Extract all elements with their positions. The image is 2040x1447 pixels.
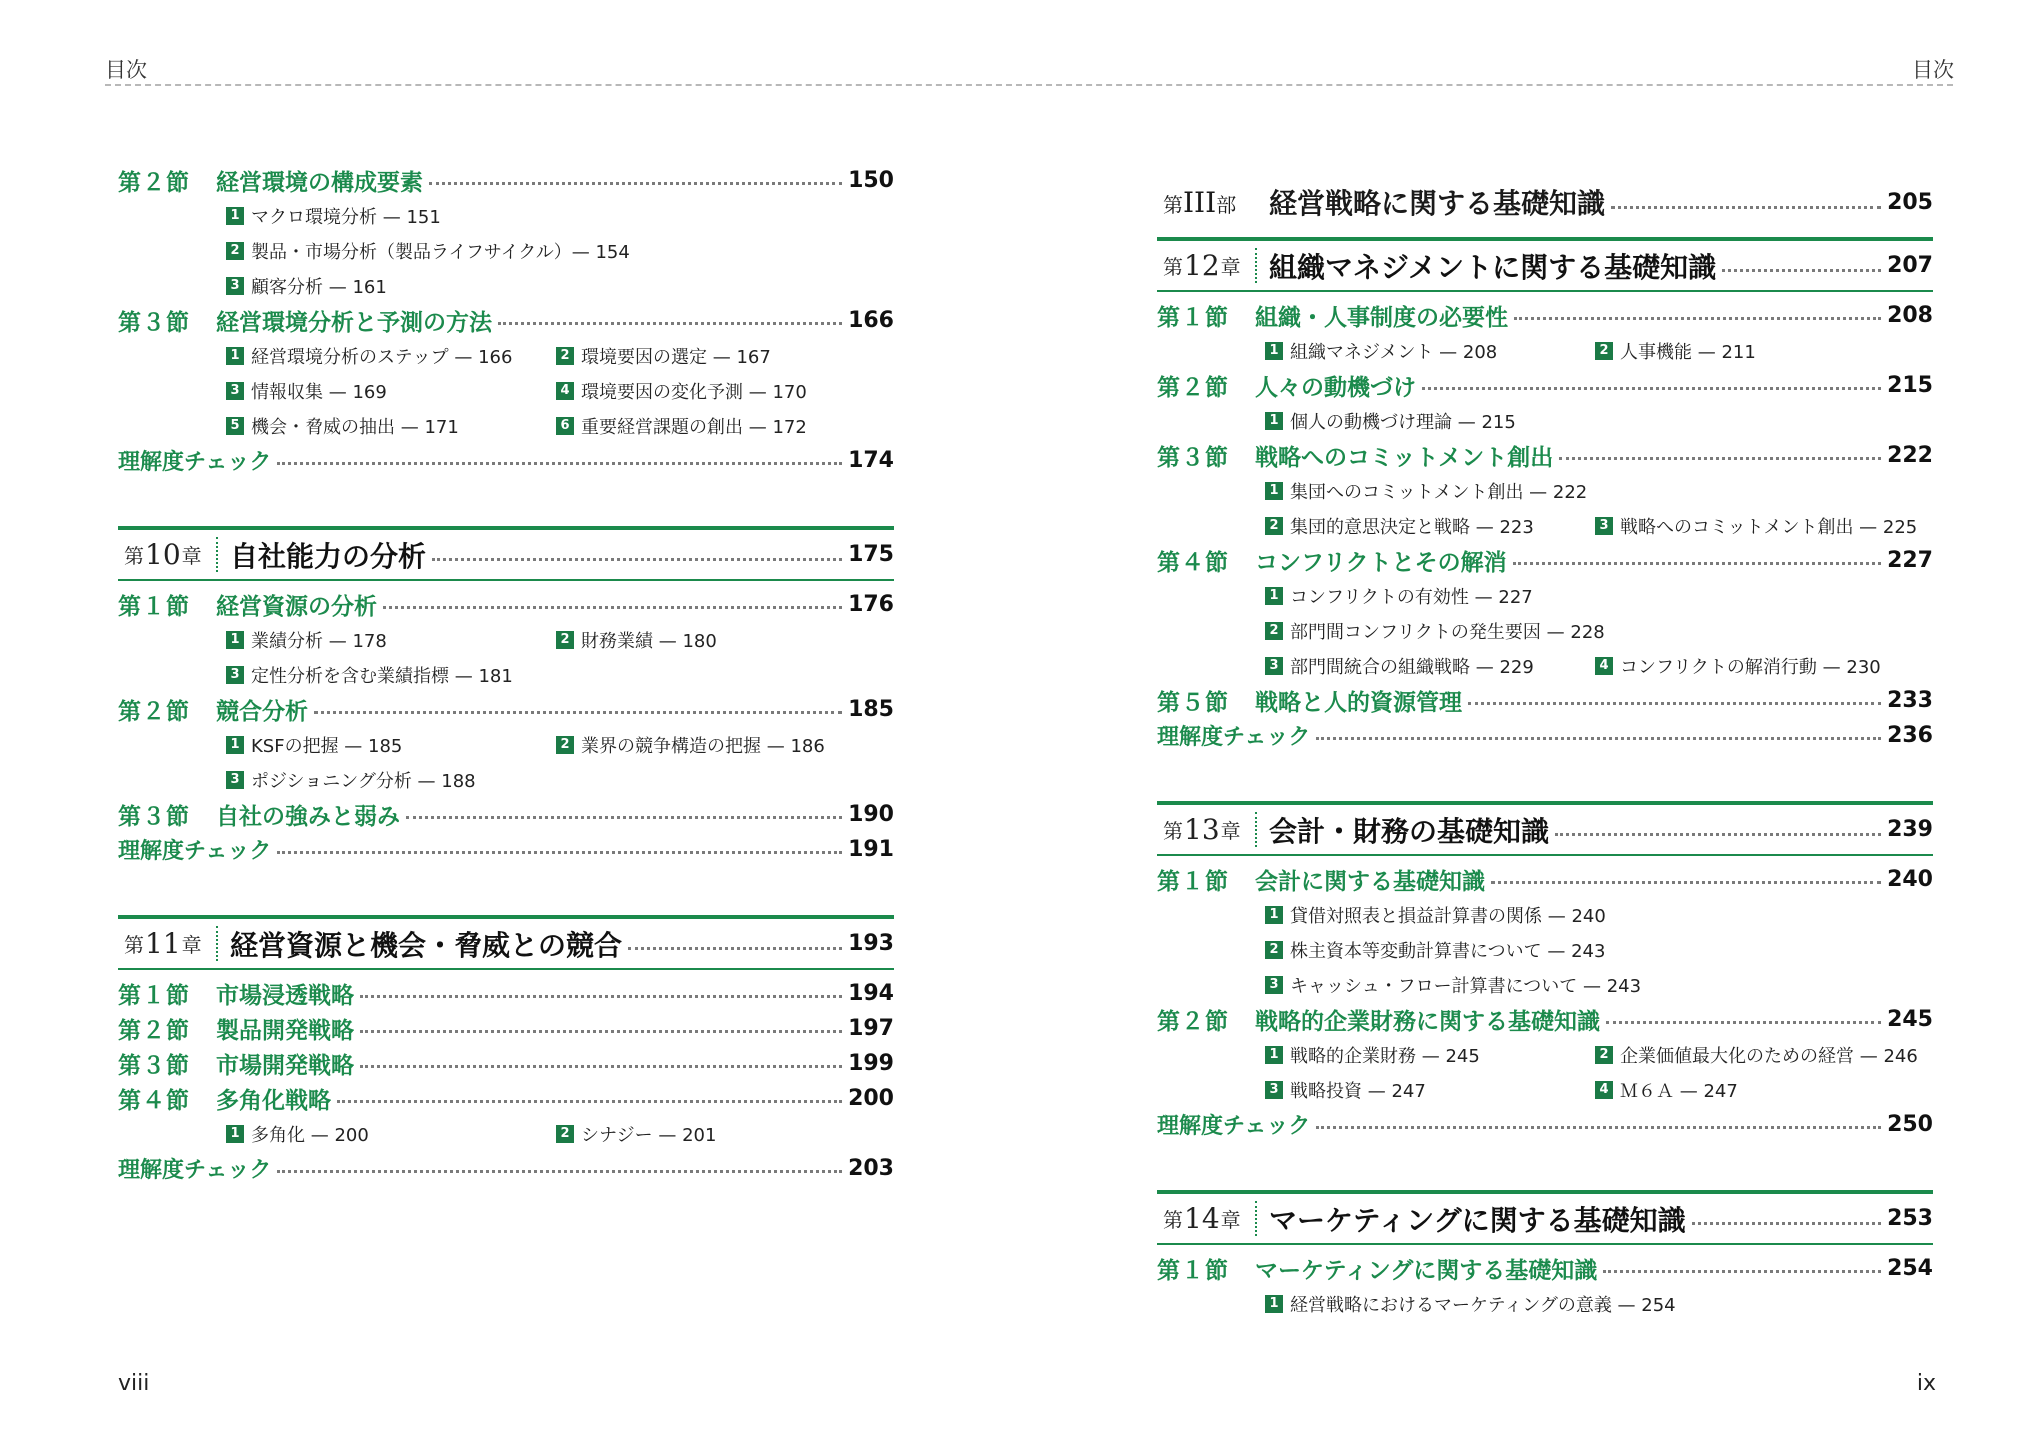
section-title: 市場開発戦略 <box>216 1053 354 1079</box>
page-number: 203 <box>848 1156 894 1181</box>
page-number: 240 <box>1887 867 1933 892</box>
chapter-title: 会計・財務の基礎知識 <box>1269 814 1550 848</box>
subsection-item[interactable] <box>1265 613 1933 648</box>
item-number-badge: 1 <box>226 207 244 225</box>
item-number-badge: 1 <box>1265 906 1283 924</box>
page-number: 227 <box>1887 548 1933 573</box>
section-number: 第２節 <box>1157 1009 1229 1035</box>
page-number: 250 <box>1887 1112 1933 1137</box>
dot-leader <box>628 947 842 950</box>
section-entry[interactable] <box>118 1046 894 1081</box>
subsection-item[interactable] <box>226 622 556 657</box>
subsection-item[interactable] <box>1265 578 1933 613</box>
page-number: 245 <box>1887 1007 1933 1032</box>
subsection-item[interactable] <box>1265 1037 1595 1072</box>
subsection-item[interactable] <box>556 338 886 373</box>
item-number-badge: 2 <box>226 242 244 260</box>
subsection-list <box>118 1116 894 1151</box>
section-number: 第１節 <box>1157 869 1229 895</box>
subsection-list <box>118 198 894 303</box>
subsection-label: 機会・脅威の抽出 — 171 <box>251 416 459 438</box>
subsection-label: 集団的意思決定と戦略 — 223 <box>1290 516 1534 538</box>
chapter-heading[interactable] <box>1157 237 1933 292</box>
subsection-list <box>118 622 894 692</box>
subsection-item[interactable] <box>226 762 894 797</box>
subsection-item[interactable] <box>226 657 894 692</box>
item-number-badge: 5 <box>226 417 244 435</box>
item-number-badge: 1 <box>1265 1046 1283 1064</box>
section-title: 組織・人事制度の必要性 <box>1255 305 1508 331</box>
dot-leader <box>1559 457 1881 460</box>
subsection-label: コンフリクトの解消行動 — 230 <box>1620 656 1881 678</box>
item-number-badge: 3 <box>226 771 244 789</box>
dot-leader <box>429 182 842 185</box>
page-number: 207 <box>1887 253 1933 278</box>
subsection-item[interactable] <box>226 408 556 443</box>
dot-leader <box>1692 1222 1881 1225</box>
subsection-item[interactable] <box>226 268 894 303</box>
dot-leader <box>1422 387 1881 390</box>
subsection-list <box>118 338 894 443</box>
item-number-badge: 1 <box>226 631 244 649</box>
item-number-badge: 4 <box>1595 657 1613 675</box>
subsection-label: 業績分析 — 178 <box>251 630 387 652</box>
subsection-label: 財務業績 — 180 <box>581 630 717 652</box>
subsection-item[interactable] <box>1265 932 1933 967</box>
section-title: 競合分析 <box>216 699 308 725</box>
page-number: 233 <box>1887 688 1933 713</box>
dot-leader <box>498 322 842 325</box>
subsection-label: キャッシュ・フロー計算書について — 243 <box>1290 975 1642 997</box>
subsection-label: コンフリクトの有効性 — 227 <box>1290 586 1533 608</box>
item-number-badge: 1 <box>226 736 244 754</box>
dot-leader <box>1316 1126 1881 1129</box>
subsection-label: 定性分析を含む業績指標 — 181 <box>251 665 513 687</box>
page-number: 191 <box>848 837 894 862</box>
page-number: 254 <box>1887 1256 1933 1281</box>
dot-leader <box>1611 206 1881 209</box>
section-entry[interactable] <box>118 1081 894 1116</box>
section-title: マーケティングに関する基礎知識 <box>1255 1258 1598 1284</box>
item-number-badge: 3 <box>1595 517 1613 535</box>
section-number: 第４節 <box>118 1088 190 1114</box>
item-number-badge: 1 <box>226 347 244 365</box>
subsection-list <box>1157 578 1933 683</box>
item-number-badge: 2 <box>1595 342 1613 360</box>
section-title: 戦略的企業財務に関する基礎知識 <box>1255 1009 1600 1035</box>
page-number: 176 <box>848 592 894 617</box>
section-title: 人々の動機づけ <box>1255 375 1416 401</box>
section-title: 経営資源の分析 <box>216 594 377 620</box>
subsection-label: 部門間コンフリクトの発生要因 — 228 <box>1290 621 1605 643</box>
subsection-item[interactable] <box>1595 1072 1925 1107</box>
subsection-item[interactable] <box>1265 508 1595 543</box>
section-entry[interactable] <box>1157 1251 1933 1286</box>
subsection-list <box>1157 333 1933 368</box>
dot-leader <box>314 711 842 714</box>
review-check-entry[interactable] <box>118 832 894 867</box>
subsection-label: 人事機能 — 211 <box>1620 341 1756 363</box>
section-title: 戦略へのコミットメント創出 <box>1255 445 1554 471</box>
dot-leader <box>1603 1270 1881 1273</box>
section-entry[interactable] <box>118 692 894 727</box>
dot-leader <box>1513 562 1881 565</box>
subsection-item[interactable] <box>556 373 886 408</box>
item-number-badge: 2 <box>1265 941 1283 959</box>
section-number: 第２節 <box>118 1018 190 1044</box>
section-entry[interactable] <box>1157 683 1933 718</box>
section-number: 第４節 <box>1157 550 1229 576</box>
subsection-label: 経営環境分析のステップ — 166 <box>251 346 513 368</box>
subsection-item[interactable] <box>1595 508 1925 543</box>
item-number-badge: 3 <box>226 666 244 684</box>
review-check-title: 理解度チェック <box>118 839 272 864</box>
page-number: 208 <box>1887 303 1933 328</box>
subsection-item[interactable] <box>226 373 556 408</box>
item-number-badge: 1 <box>1265 1295 1283 1313</box>
section-entry[interactable] <box>1157 438 1933 473</box>
item-number-badge: 3 <box>1265 657 1283 675</box>
part-tag: 第III部 <box>1163 185 1237 219</box>
section-number: 第３節 <box>1157 445 1229 471</box>
section-number: 第５節 <box>1157 690 1229 716</box>
section-entry[interactable] <box>1157 1002 1933 1037</box>
dot-leader <box>277 1170 842 1173</box>
dot-leader <box>277 851 842 854</box>
subsection-item[interactable] <box>1595 1037 1925 1072</box>
dot-leader <box>1722 269 1881 272</box>
dot-leader <box>1468 702 1881 705</box>
page-number: 166 <box>848 308 894 333</box>
subsection-item[interactable] <box>1265 1286 1933 1321</box>
section-entry[interactable] <box>118 797 894 832</box>
subsection-label: 集団へのコミットメント創出 — 222 <box>1290 481 1588 503</box>
page-number: 239 <box>1887 817 1933 842</box>
item-number-badge: 3 <box>226 277 244 295</box>
review-check-entry[interactable] <box>118 443 894 478</box>
review-check-title: 理解度チェック <box>1157 1114 1311 1139</box>
section-title: コンフリクトとその解消 <box>1255 550 1507 576</box>
item-number-badge: 1 <box>226 1125 244 1143</box>
subsection-label: 製品・市場分析（製品ライフサイクル）— 154 <box>251 241 630 263</box>
dot-leader <box>383 606 842 609</box>
item-number-badge: 6 <box>556 417 574 435</box>
chapter-tag: 第 12 章 <box>1157 248 1257 283</box>
subsection-item[interactable] <box>226 338 556 373</box>
dot-leader <box>360 1030 842 1033</box>
subsection-label: 環境要因の変化予測 — 170 <box>581 381 807 403</box>
chapter-heading[interactable] <box>118 915 894 970</box>
subsection-item[interactable] <box>1265 333 1595 368</box>
page-number: 185 <box>848 697 894 722</box>
page-number: 193 <box>848 931 894 956</box>
section-entry[interactable] <box>118 1011 894 1046</box>
item-number-badge: 2 <box>556 631 574 649</box>
subsection-item[interactable] <box>1265 473 1933 508</box>
section-number: 第１節 <box>1157 305 1229 331</box>
subsection-item[interactable] <box>226 198 894 233</box>
section-title: 戦略と人的資源管理 <box>1255 690 1462 716</box>
section-number: 第２節 <box>1157 375 1229 401</box>
page-number: 222 <box>1887 443 1933 468</box>
section-title: 多角化戦略 <box>216 1088 331 1114</box>
item-number-badge: 2 <box>1595 1046 1613 1064</box>
item-number-badge: 1 <box>1265 412 1283 430</box>
subsection-label: 個人の動機づけ理論 — 215 <box>1290 411 1516 433</box>
page-number: 150 <box>848 168 894 193</box>
section-number: 第１節 <box>118 594 190 620</box>
subsection-item[interactable] <box>1595 333 1925 368</box>
subsection-item[interactable] <box>556 408 886 443</box>
subsection-label: 多角化 — 200 <box>251 1124 369 1146</box>
folio-right: ix <box>1916 1371 1936 1396</box>
subsection-item[interactable] <box>1265 648 1595 683</box>
section-title: 経営環境の構成要素 <box>216 170 423 196</box>
subsection-item[interactable] <box>556 622 886 657</box>
dot-leader <box>432 558 842 561</box>
section-entry[interactable] <box>118 163 894 198</box>
subsection-item[interactable] <box>1265 967 1933 1002</box>
dot-leader <box>406 816 842 819</box>
page-number: 197 <box>848 1016 894 1041</box>
section-title: 自社の強みと弱み <box>216 804 400 830</box>
dot-leader <box>1606 1021 1881 1024</box>
subsection-item[interactable] <box>1265 403 1933 438</box>
item-number-badge: 1 <box>1265 587 1283 605</box>
subsection-label: 環境要因の選定 — 167 <box>581 346 771 368</box>
left-page <box>118 163 894 1186</box>
section-entry[interactable] <box>1157 368 1933 403</box>
section-title: 市場浸透戦略 <box>216 983 354 1009</box>
section-entry[interactable] <box>118 976 894 1011</box>
item-number-badge: 1 <box>1265 482 1283 500</box>
page-number: 253 <box>1887 1206 1933 1231</box>
review-check-title: 理解度チェック <box>118 450 272 475</box>
section-entry[interactable] <box>1157 862 1933 897</box>
subsection-list <box>1157 403 1933 438</box>
part-heading[interactable] <box>1157 177 1933 227</box>
dot-leader <box>277 462 842 465</box>
section-title: 会計に関する基礎知識 <box>1255 869 1485 895</box>
page-number: 236 <box>1887 723 1933 748</box>
chapter-heading[interactable] <box>1157 1190 1933 1245</box>
subsection-label: 顧客分析 — 161 <box>251 276 387 298</box>
page-number: 205 <box>1887 189 1933 215</box>
review-check-title: 理解度チェック <box>1157 725 1311 750</box>
section-number: 第３節 <box>118 804 190 830</box>
dot-leader <box>1491 881 1881 884</box>
subsection-list <box>1157 897 1933 1002</box>
chapter-tag: 第 11 章 <box>118 926 218 961</box>
part-title: 経営戦略に関する基礎知識 <box>1269 187 1606 220</box>
item-number-badge: 3 <box>226 382 244 400</box>
subsection-label: 組織マネジメント — 208 <box>1290 341 1498 363</box>
subsection-label: KSFの把握 — 185 <box>251 735 403 757</box>
subsection-item[interactable] <box>1265 1072 1595 1107</box>
subsection-label: 企業価値最大化のための経営 — 246 <box>1620 1045 1918 1067</box>
subsection-label: 業界の競争構造の把握 — 186 <box>581 735 825 757</box>
page-number: 194 <box>848 981 894 1006</box>
section-entry[interactable] <box>1157 298 1933 333</box>
dot-leader <box>1555 833 1881 836</box>
page-number: 174 <box>848 448 894 473</box>
subsection-item[interactable] <box>1265 897 1933 932</box>
page-number: 215 <box>1887 373 1933 398</box>
section-entry[interactable] <box>118 303 894 338</box>
chapter-tag: 第 13 章 <box>1157 812 1257 847</box>
page-number: 175 <box>848 542 894 567</box>
subsection-list <box>118 727 894 797</box>
subsection-list <box>1157 1037 1933 1107</box>
chapter-title: マーケティングに関する基礎知識 <box>1269 1203 1686 1237</box>
subsection-label: 貸借対照表と損益計算書の関係 — 240 <box>1290 905 1606 927</box>
review-check-title: 理解度チェック <box>118 1158 272 1183</box>
item-number-badge: 2 <box>1265 622 1283 640</box>
subsection-list <box>1157 1286 1933 1321</box>
item-number-badge: 2 <box>556 736 574 754</box>
subsection-label: ポジショニング分析 — 188 <box>251 770 476 792</box>
section-number: 第２節 <box>118 699 190 725</box>
subsection-label: 戦略へのコミットメント創出 — 225 <box>1620 516 1918 538</box>
subsection-label: 重要経営課題の創出 — 172 <box>581 416 807 438</box>
dot-leader <box>360 995 842 998</box>
section-entry[interactable] <box>118 587 894 622</box>
running-head-left: 目次 <box>105 58 147 82</box>
subsection-item[interactable] <box>226 727 556 762</box>
subsection-label: 株主資本等変動計算書について — 243 <box>1290 940 1606 962</box>
dot-leader <box>360 1065 842 1068</box>
section-title: 経営環境分析と予測の方法 <box>216 310 492 336</box>
subsection-item[interactable] <box>556 1116 886 1151</box>
running-head-right: 目次 <box>1912 58 1954 82</box>
item-number-badge: 2 <box>556 1125 574 1143</box>
section-number: 第３節 <box>118 1053 190 1079</box>
page-number: 200 <box>848 1086 894 1111</box>
item-number-badge: 4 <box>1595 1081 1613 1099</box>
right-page <box>1157 177 1933 1321</box>
section-number: 第１節 <box>118 983 190 1009</box>
subsection-label: 部門間統合の組織戦略 — 229 <box>1290 656 1534 678</box>
header-divider <box>105 84 1953 86</box>
subsection-label: 戦略投資 — 247 <box>1290 1080 1426 1102</box>
subsection-label: マクロ環境分析 — 151 <box>251 206 441 228</box>
chapter-heading[interactable] <box>118 526 894 581</box>
chapter-title: 組織マネジメントに関する基礎知識 <box>1269 250 1717 284</box>
section-number: 第１節 <box>1157 1258 1229 1284</box>
chapter-title: 経営資源と機会・脅威との競合 <box>230 928 623 962</box>
section-number: 第３節 <box>118 310 190 336</box>
item-number-badge: 2 <box>556 347 574 365</box>
chapter-tag: 第 10 章 <box>118 537 218 572</box>
dot-leader <box>337 1100 842 1103</box>
dot-leader <box>1514 317 1881 320</box>
section-number: 第２節 <box>118 170 190 196</box>
chapter-tag: 第 14 章 <box>1157 1201 1257 1236</box>
subsection-label: Ｍ６Ａ — 247 <box>1620 1080 1738 1102</box>
chapter-heading[interactable] <box>1157 801 1933 856</box>
page-number: 190 <box>848 802 894 827</box>
item-number-badge: 2 <box>1265 517 1283 535</box>
subsection-label: シナジー — 201 <box>581 1124 717 1146</box>
review-check-entry[interactable] <box>1157 1107 1933 1142</box>
subsection-item[interactable] <box>226 1116 556 1151</box>
subsection-label: 情報収集 — 169 <box>251 381 387 403</box>
review-check-entry[interactable] <box>118 1151 894 1186</box>
review-check-entry[interactable] <box>1157 718 1933 753</box>
subsection-item[interactable] <box>556 727 886 762</box>
item-number-badge: 4 <box>556 382 574 400</box>
item-number-badge: 3 <box>1265 976 1283 994</box>
subsection-label: 経営戦略におけるマーケティングの意義 — 254 <box>1290 1294 1676 1316</box>
dot-leader <box>1316 737 1881 740</box>
subsection-item[interactable] <box>226 233 894 268</box>
subsection-list <box>1157 473 1933 543</box>
chapter-title: 自社能力の分析 <box>230 539 427 573</box>
section-title: 製品開発戦略 <box>216 1018 354 1044</box>
folio-left: viii <box>118 1371 150 1396</box>
subsection-item[interactable] <box>1595 648 1925 683</box>
subsection-label: 戦略的企業財務 — 245 <box>1290 1045 1480 1067</box>
item-number-badge: 1 <box>1265 342 1283 360</box>
section-entry[interactable] <box>1157 543 1933 578</box>
item-number-badge: 3 <box>1265 1081 1283 1099</box>
page-number: 199 <box>848 1051 894 1076</box>
